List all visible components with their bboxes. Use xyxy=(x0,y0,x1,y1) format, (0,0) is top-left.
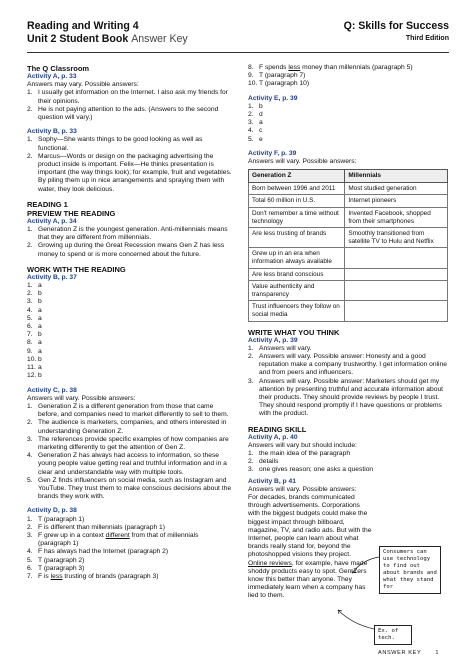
item-text: F is xyxy=(38,572,51,580)
activity-title: Activity B, p 41 xyxy=(248,477,296,485)
activity-title: Activity A, p. 34 xyxy=(27,217,77,225)
list-item xyxy=(27,315,233,323)
item-text: a xyxy=(38,282,42,290)
list-item xyxy=(27,242,233,258)
arrow-line xyxy=(338,610,374,629)
activity-title: Activity A, p. 33 xyxy=(27,73,77,80)
answer-list xyxy=(27,516,233,582)
item-number: 1. xyxy=(27,515,33,523)
list-item xyxy=(27,419,233,435)
list-item xyxy=(248,136,450,144)
item-text: Generation Z is a different generation from those that came before, and companies need to market differently to sell to them. xyxy=(38,402,229,419)
list-item xyxy=(27,477,233,502)
list-item xyxy=(27,339,233,347)
item-number: 5. xyxy=(27,556,33,564)
item-text: a xyxy=(38,306,42,314)
paragraph-text: , for example, have made shoddy products easy to spot. Gen Zers know this better than anyone. They immediately learn when a company has lied to them. xyxy=(248,559,368,600)
list-item xyxy=(27,452,233,477)
list-item xyxy=(248,450,450,458)
list-item xyxy=(248,103,450,111)
item-text: Marcus—Words or design on the packaging advertising the product inside is important. Felix—He thinks presentation is important (the way things look); for example, fruit and vegetables. By piling them up in nice arrangements and spraying them with water, they look delicious. xyxy=(38,152,232,193)
list-item xyxy=(27,565,233,573)
answer-list xyxy=(27,89,233,122)
table-cell xyxy=(345,301,448,321)
item-text: a xyxy=(38,314,42,322)
list-item xyxy=(27,89,233,105)
item-number: 10. xyxy=(27,355,37,363)
activity-title: Activity A, p. 39 xyxy=(248,336,298,344)
item-number: 11. xyxy=(27,364,36,372)
list-item xyxy=(27,364,233,372)
item-text: T (paragraph 1) xyxy=(38,515,85,523)
item-number: 8. xyxy=(248,64,254,71)
item-text: the main idea of the paragraph xyxy=(259,449,351,457)
section-heading-reading1: READING 1 xyxy=(27,199,68,209)
item-text: I usually get information on the Internet. I also ask my friends for their opinions. xyxy=(38,89,228,105)
item-number: 2. xyxy=(27,523,33,531)
table-row xyxy=(249,268,448,281)
table-row xyxy=(249,228,448,248)
table-cell xyxy=(345,281,448,301)
list-item xyxy=(27,136,233,152)
item-text: Answers will vary. xyxy=(259,344,312,352)
item-text: b xyxy=(38,355,42,363)
list-item xyxy=(248,345,450,353)
underlined-phrase: Online reviews xyxy=(248,559,292,567)
table-header-row xyxy=(249,170,448,183)
item-text: a xyxy=(38,347,42,355)
table-header-cell: Generation Z xyxy=(249,170,345,183)
item-text: Answers will vary. Possible answer: Marketers should get my attention by presenting truthful and accurate information about their products. They should provide reviews by people I trust. They should respond promptly if I have questions or problems with the product. xyxy=(259,377,444,418)
item-number: 7. xyxy=(27,331,33,339)
answer-list xyxy=(27,226,233,259)
item-text: b xyxy=(38,372,42,380)
table-cell: Smoothly transitioned from satellite TV to Hulu and Netflix xyxy=(345,228,448,248)
list-item xyxy=(27,516,233,524)
item-number: 2. xyxy=(248,352,254,360)
activity-title: Activity F, p. 39 xyxy=(248,149,297,157)
list-item xyxy=(27,307,233,315)
table-cell: Internet pioneers xyxy=(345,195,448,208)
list-item xyxy=(27,298,233,306)
answer-intro: Answers will vary. Possible answers: xyxy=(248,485,357,493)
answer-list xyxy=(27,136,233,193)
list-item xyxy=(27,331,233,339)
item-text: T (paragraph 3) xyxy=(38,564,85,572)
table-cell xyxy=(345,248,448,268)
item-text: money than millennials (paragraph 5) xyxy=(300,64,413,71)
item-number: 9. xyxy=(248,72,254,80)
section-subheading-preview: PREVIEW THE READING xyxy=(27,208,116,218)
table-cell: Trust influencers they follow on social media xyxy=(249,301,345,321)
table-row xyxy=(249,248,448,268)
item-text: from that of millennials (paragraph 1) xyxy=(38,531,199,548)
list-item xyxy=(248,353,450,378)
table-cell: Invented Facebook, shopped from their smartphones xyxy=(345,208,448,228)
paragraph-text: For decades, brands communicated through advertisements. Corporations with the biggest budgets could make the biggest impact through billboard, magazine, TV, and radio ads. But with the Internet, people can learn about what brands really stand for, beyond the photoshopped visions they project. xyxy=(248,494,372,559)
section-heading-q-classroom: The Q Classroom xyxy=(27,64,90,73)
item-text: a xyxy=(38,339,42,347)
item-text: d xyxy=(259,111,263,119)
item-text: a xyxy=(38,364,42,372)
list-item xyxy=(248,127,450,135)
table-cell: Don't remember a time without technology xyxy=(249,208,345,228)
item-text: Answers will vary. Possible answer: Honesty and a good reputation make a company trustworthy. I get information online and from peers and influencers. xyxy=(259,352,447,377)
book-title: Reading and Writing 4 xyxy=(27,20,139,32)
arrow-head xyxy=(338,610,342,614)
item-number: 6. xyxy=(27,564,33,572)
item-number: 7. xyxy=(27,572,33,580)
table-row xyxy=(249,208,448,228)
activity-title: Activity D, p. 38 xyxy=(27,507,77,515)
table-header-cell: Millennials xyxy=(345,170,448,183)
list-item xyxy=(248,111,450,119)
item-text: b xyxy=(38,298,42,306)
right-column xyxy=(248,64,450,601)
table-cell: Grew up in an era when information always available xyxy=(249,248,345,268)
item-number: 4. xyxy=(248,127,254,135)
list-item xyxy=(27,290,233,298)
list-item xyxy=(27,106,233,122)
unit-subtitle-main: Unit 2 Student Book xyxy=(27,33,129,45)
item-number: 1. xyxy=(248,102,254,110)
table-row xyxy=(249,182,448,195)
list-item xyxy=(27,153,233,194)
item-text: b xyxy=(38,331,42,339)
item-number: 2. xyxy=(27,290,33,298)
table-cell: Total 60 million in U.S. xyxy=(249,195,345,208)
list-item xyxy=(27,573,233,581)
item-number: 5. xyxy=(248,135,254,143)
list-item xyxy=(27,403,233,419)
comparison-table xyxy=(248,169,448,321)
item-number: 3. xyxy=(27,531,33,539)
item-number: 4. xyxy=(27,548,33,556)
answer-intro: Answers will vary but should include: xyxy=(248,441,357,449)
item-text: c xyxy=(259,127,263,135)
list-item xyxy=(248,64,450,72)
item-text: trusting of brands (paragraph 3) xyxy=(62,572,159,580)
left-column xyxy=(27,64,233,581)
item-number: 1. xyxy=(27,282,33,290)
item-text: Sophy—She wants things to be good looking as well as functional. xyxy=(38,136,203,152)
section-heading-reading-skill: READING SKILL xyxy=(248,424,307,434)
list-item xyxy=(27,557,233,565)
table-cell: Born between 1996 and 2011 xyxy=(249,182,345,195)
answer-intro: Answers will vary. Possible answers: xyxy=(27,394,136,402)
item-number: 5. xyxy=(27,314,33,322)
item-number: 2. xyxy=(27,152,33,160)
item-text: b xyxy=(259,102,263,110)
handwritten-note-box: Ex. of tech. xyxy=(374,625,412,645)
footer-label: ANSWER KEY xyxy=(378,650,422,656)
item-number: 3. xyxy=(27,435,33,443)
item-text: He is not paying attention to the ads. (Answers to the second question will vary.) xyxy=(38,105,219,122)
item-number: 2. xyxy=(27,242,33,250)
answer-intro: Answers may vary. Possible answers: xyxy=(27,81,139,89)
underlined-word: less xyxy=(288,64,301,71)
item-number: 5. xyxy=(27,476,33,484)
activity-title: Activity B, p. 37 xyxy=(27,273,77,281)
list-item xyxy=(27,282,233,290)
activity-title: Activity B, p. 33 xyxy=(27,128,77,136)
item-text: a xyxy=(38,323,42,331)
item-number: 3. xyxy=(248,119,254,127)
item-number: 1. xyxy=(248,344,254,352)
item-text: F spends xyxy=(259,64,289,71)
page-footer xyxy=(378,650,439,656)
list-item xyxy=(248,119,450,127)
item-text: Growing up during the Great Recession means Gen Z has less money to spend or is more concerned about the future. xyxy=(38,242,225,258)
header-divider xyxy=(27,52,449,53)
item-number: 4. xyxy=(27,452,33,460)
handwritten-note-box: Consumers can use technology to find out about brands and what they stand for xyxy=(379,546,441,594)
item-text: one gives reason; one asks a question xyxy=(259,466,374,474)
list-item xyxy=(27,532,233,548)
underlined-word: less xyxy=(50,572,63,580)
underlined-word: different xyxy=(105,531,130,539)
answer-list xyxy=(248,64,450,89)
header-left xyxy=(27,20,188,46)
item-text: Generation Z is the youngest generation. Anti-millennials means that they are different from millennials. xyxy=(38,226,228,242)
item-number: 2. xyxy=(248,458,254,466)
item-number: 3. xyxy=(248,377,254,385)
answer-intro: Answers will vary. Possible answers: xyxy=(248,158,357,166)
table-row xyxy=(249,281,448,301)
activity-title: Activity C, p. 38 xyxy=(27,386,77,394)
item-text: b xyxy=(38,290,42,298)
list-item xyxy=(27,323,233,331)
item-text: F grew up in a context xyxy=(38,531,106,539)
table-row xyxy=(249,301,448,321)
answer-list xyxy=(248,103,450,144)
item-text: details xyxy=(259,458,279,466)
answer-list xyxy=(27,403,233,501)
item-text: a xyxy=(259,119,263,127)
answer-list xyxy=(248,345,450,419)
item-number: 2. xyxy=(27,419,33,427)
list-item xyxy=(248,378,450,419)
item-number: 12. xyxy=(27,372,37,380)
list-item xyxy=(27,524,233,532)
item-text: e xyxy=(259,135,263,143)
annotated-paragraph xyxy=(248,494,372,601)
list-item xyxy=(27,226,233,242)
list-item xyxy=(27,436,233,452)
item-text: Generation Z has always had access to information, so these young people value getting real and truthful information and in a clear and understandable way with multiple tools. xyxy=(38,452,227,476)
list-item xyxy=(27,348,233,356)
item-text: T (paragraph 2) xyxy=(38,556,85,564)
item-number: 3. xyxy=(248,466,254,474)
item-text: F is different than millennials (paragraph 1) xyxy=(38,523,166,531)
table-cell: Are less trusting of brands xyxy=(249,228,345,248)
header-right xyxy=(344,20,449,42)
page-number: 1 xyxy=(435,650,440,656)
item-number: 1. xyxy=(27,136,33,144)
item-text: T (paragraph 7) xyxy=(259,72,306,80)
list-item xyxy=(27,372,233,380)
item-text: The audience is marketers, companies, and others interested in understanding Generation Z. xyxy=(38,419,227,435)
table-row xyxy=(249,195,448,208)
item-number: 4. xyxy=(27,306,33,314)
edition-label: Third Edition xyxy=(405,35,449,42)
list-item xyxy=(248,466,450,474)
table-cell: Value authenticity and transparency xyxy=(249,281,345,301)
table-cell xyxy=(345,268,448,281)
unit-subtitle-light: Answer Key xyxy=(131,33,188,45)
list-item xyxy=(27,356,233,364)
list-item xyxy=(248,80,450,88)
list-item xyxy=(248,458,450,466)
item-text: The references provide specific examples of how companies are marketing differently to get the attention of Gen Z. xyxy=(38,435,229,451)
item-number: 1. xyxy=(27,89,33,97)
list-item xyxy=(248,72,450,80)
table-cell: Are less brand conscious xyxy=(249,268,345,281)
activity-title: Activity E, p. 39 xyxy=(248,94,298,102)
item-text: Gen Z finds influencers on social media, such as Instagram and YouTube. They trust them to make conscious decisions about the brands they work with. xyxy=(38,476,232,501)
item-number: 8. xyxy=(27,339,33,347)
item-number: 3. xyxy=(27,298,33,306)
item-number: 1. xyxy=(27,226,33,234)
answer-list xyxy=(248,450,450,475)
item-number: 9. xyxy=(27,347,33,355)
item-number: 2. xyxy=(27,105,33,113)
item-number: 2. xyxy=(248,111,254,119)
item-text: T (paragraph 10) xyxy=(259,80,310,88)
answer-list xyxy=(27,282,233,380)
brand-title: Q: Skills for Success xyxy=(343,20,449,32)
item-number: 1. xyxy=(248,449,254,457)
item-number: 1. xyxy=(27,402,33,410)
item-number: 10. xyxy=(248,80,258,88)
item-text: F has always had the Internet (paragraph 2) xyxy=(38,548,169,556)
list-item xyxy=(27,548,233,556)
unit-subtitle xyxy=(27,33,188,46)
table-body xyxy=(249,182,448,321)
table-cell: Most studied generation xyxy=(345,182,448,195)
activity-title: Activity A, p. 40 xyxy=(248,433,298,441)
section-heading-work: WORK WITH THE READING xyxy=(27,264,126,274)
section-heading-write: WRITE WHAT YOU THINK xyxy=(248,327,340,337)
item-number: 6. xyxy=(27,323,33,331)
